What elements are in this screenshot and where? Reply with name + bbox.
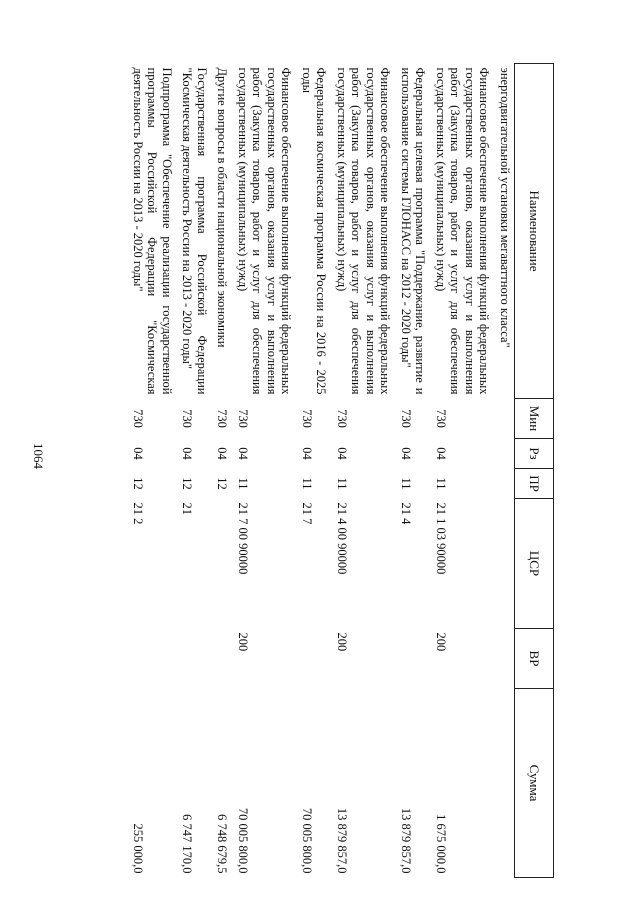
row-name: Финансовое обеспечение выполнения функций федеральных государственных органов, оказания услуг и выполнения работ (Закупка товаров, работ и услуг для обеспечения государственных (муниципальных) нужд) [236,67,294,395]
document-sheet [0,5,614,905]
table-row [215,64,236,878]
row-vr [215,629,236,689]
row-csr [215,499,236,629]
table-row [399,64,434,878]
row-csr: 21 4 [399,502,413,525]
row-min: 730 [236,409,250,428]
budget-table [131,63,555,878]
row-sum [498,689,515,878]
row-vr: 200 [236,632,250,652]
table-row [131,64,181,878]
row-sum: 6 747 170,0 [180,814,195,874]
row-name: Государственная программа Российской Федерации "Космическая деятельность России на 2013 - 2020 годы" [180,67,209,395]
row-csr: 21 4 00 90000 [335,502,349,575]
row-csr: 21 7 00 90000 [236,502,250,575]
header-vr: ВР [515,629,554,689]
row-rz: 04 [300,447,314,460]
row-vr: 200 [434,632,448,652]
row-name: Другие вопросы в области национальной экономики [215,67,230,348]
row-min: 730 [335,409,349,428]
row-vr [498,629,515,689]
header-rz: Рз [515,439,554,469]
row-vr [300,629,335,689]
table-row [236,64,300,878]
row-name: Подпрограмма "Обеспечение реализации государственной программы Российской Федерации "Космическая деятельность России на 2013 - 2020 годы" [131,67,174,395]
row-min: 730 [215,409,230,428]
row-rz: 04 [434,447,448,460]
row-csr [498,499,515,629]
row-vr [131,629,181,689]
row-rz: 04 [180,447,195,460]
row-vr [399,629,434,689]
row-pr: 12 [180,477,195,490]
row-csr: 21 [180,502,195,515]
row-rz: 04 [236,447,250,460]
row-min: 730 [434,409,448,428]
row-pr [498,469,515,499]
row-min: 730 [399,409,413,428]
table-header-row [515,64,554,878]
row-rz: 04 [131,447,145,460]
row-min [498,399,515,439]
row-min: 730 [300,409,314,428]
row-csr: 21 7 [300,502,314,525]
row-name: Финансовое обеспечение выполнения функций федеральных государственных органов, оказания услуг и выполнения работ (Закупка товаров, работ и услуг для обеспечения государственных (муниципальных) нужд) [434,67,492,395]
page-number: 1064 [31,443,46,469]
header-csr: ЦСР [515,499,554,629]
row-pr: 12 [131,477,145,490]
row-rz: 04 [335,447,349,460]
rotated-page [0,5,614,905]
row-vr [180,629,215,689]
row-sum: 6 748 679,5 [215,814,230,874]
row-csr: 21 1 03 90000 [434,502,448,575]
row-pr: 11 [434,477,448,490]
table-row [180,64,215,878]
row-sum: 70 005 800,0 [300,807,314,874]
row-min: 730 [180,409,195,428]
header-min: Мин [515,399,554,439]
header-name: Наименование [515,64,554,399]
row-rz: 04 [399,447,413,460]
row-rz: 04 [215,447,230,460]
table-row [300,64,335,878]
row-name: Федеральная космическая программа России на 2016 - 2025 годы [300,67,329,395]
row-name: Финансовое обеспечение выполнения функций федеральных государственных органов, оказания услуг и выполнения работ (Закупка товаров, работ и услуг для обеспечения государственных (муниципальных) нужд) [335,67,393,395]
row-csr: 21 2 [131,502,145,525]
table-row [498,64,515,878]
row-vr: 200 [335,632,349,652]
row-rz [498,439,515,469]
row-pr: 11 [399,477,413,490]
row-sum: 1 675 000,0 [434,814,448,874]
row-sum: 13 879 857,0 [399,807,413,874]
row-name: энергодвигательной установки мегаваттного класса" [498,67,512,348]
row-pr: 11 [300,477,314,490]
row-sum: 13 879 857,0 [335,807,349,874]
row-sum: 255 000,0 [131,823,145,874]
header-sum: Сумма [515,689,554,878]
table-row [335,64,399,878]
row-pr: 11 [335,477,349,490]
table-row [434,64,498,878]
row-name: Федеральная целевая программа "Поддержание, развитие и использование системы ГЛОНАСС на 2012 - 2020 годы" [399,67,428,395]
row-sum: 70 005 800,0 [236,807,250,874]
row-min: 730 [131,409,145,428]
row-pr: 12 [215,477,230,490]
header-pr: ПР [515,469,554,499]
row-pr: 11 [236,477,250,490]
